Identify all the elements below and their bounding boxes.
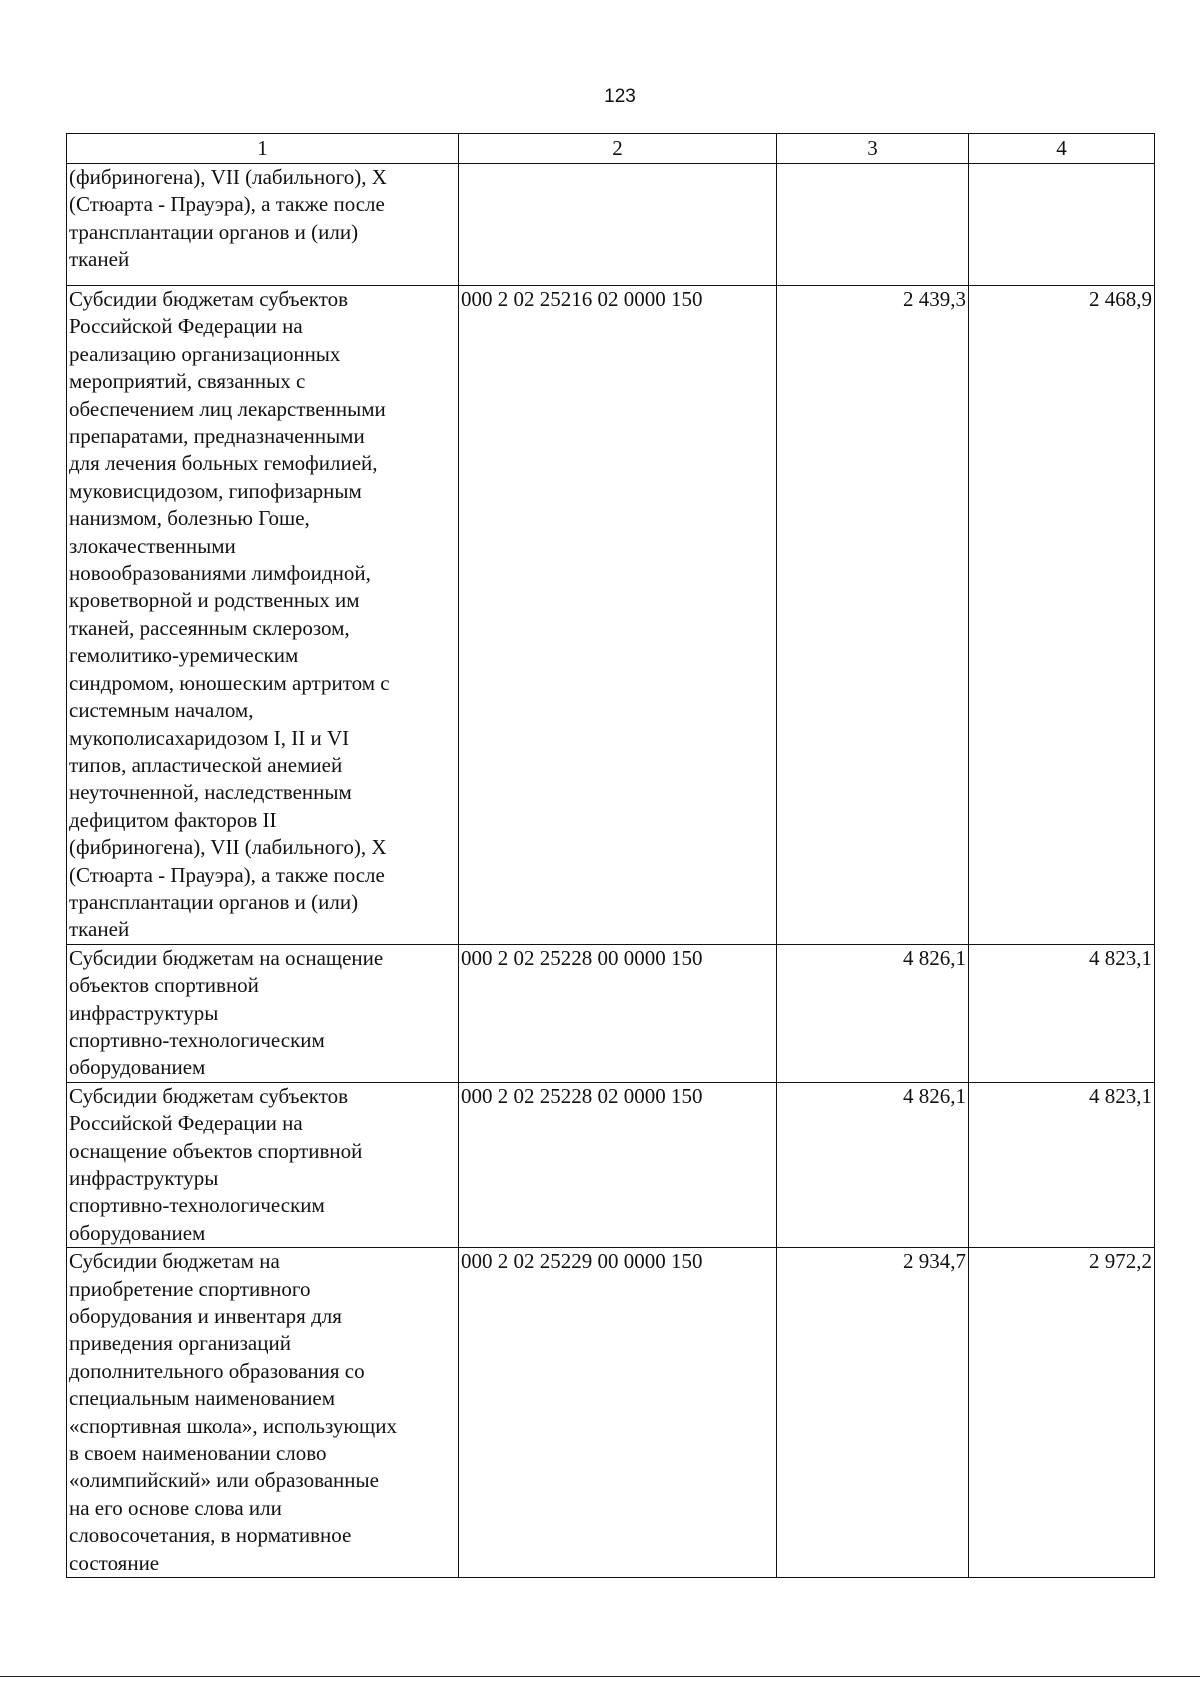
row-name: Субсидии бюджетам на приобретение спортивного оборудования и инвентаря для приведения организаций дополнительного образования со специальным наименованием «спортивная школа», использующих в своем наименовании слово «олимпийский» или образованные на его основе слова или словосочетания, в нормативное состояние: [67, 1248, 459, 1578]
header-col-3: 3: [777, 134, 969, 164]
row-code: 000 2 02 25216 02 0000 150: [459, 286, 777, 945]
row-value-4: 4 823,1: [969, 1082, 1155, 1247]
header-col-1: 1: [67, 134, 459, 164]
row-name: Субсидии бюджетам на оснащение объектов спортивной инфраструктуры спортивно-технологическим оборудованием: [67, 944, 459, 1082]
row-name: (фибриногена), VII (лабильного), X (Стюарта - Прауэра), а также после трансплантации органов и (или) тканей: [67, 164, 459, 286]
header-col-2: 2: [459, 134, 777, 164]
row-name: Субсидии бюджетам субъектов Российской Федерации на реализацию организационных мероприятий, связанных с обеспечением лиц лекарственными препаратами, предназначенными для лечения больных гемофилией, муковисцидозом, гипофизарным нанизмом, болезнью Гоше, злокачественными новообразованиями лимфоидной, кроветворной и родственных им тканей, рассеянным склерозом, гемолитико-уремическим синдромом, юношеским артритом с системным началом, мукополисахаридозом I, II и VI типов, апластической анемией неуточненной, наследственным дефицитом факторов II (фибриногена), VII (лабильного), X (Стюарта - Прауэра), а также после трансплантации органов и (или) тканей: [67, 286, 459, 945]
table-body: [67, 164, 1155, 1578]
table-row: [67, 944, 1155, 1082]
budget-table: [66, 133, 1155, 1578]
table-row: [67, 1248, 1155, 1578]
row-name: Субсидии бюджетам субъектов Российской Федерации на оснащение объектов спортивной инфраструктуры спортивно-технологическим оборудованием: [67, 1082, 459, 1247]
row-code: 000 2 02 25229 00 0000 150: [459, 1248, 777, 1578]
page-number: 123: [604, 86, 636, 107]
header-row: [67, 134, 1155, 164]
row-value-3: [777, 164, 969, 286]
row-code: [459, 164, 777, 286]
table-header: [67, 134, 1155, 164]
row-value-4: 4 823,1: [969, 944, 1155, 1082]
row-value-3: 2 439,3: [777, 286, 969, 945]
row-value-4: 2 972,2: [969, 1248, 1155, 1578]
row-value-3: 4 826,1: [777, 944, 969, 1082]
table-row: [67, 1082, 1155, 1247]
table-row: [67, 164, 1155, 286]
table-row: [67, 286, 1155, 945]
row-code: 000 2 02 25228 02 0000 150: [459, 1082, 777, 1247]
header-col-4: 4: [969, 134, 1155, 164]
row-code: 000 2 02 25228 00 0000 150: [459, 944, 777, 1082]
row-value-3: 2 934,7: [777, 1248, 969, 1578]
page-bottom-rule: [0, 1676, 1200, 1677]
row-value-4: 2 468,9: [969, 286, 1155, 945]
row-value-4: [969, 164, 1155, 286]
row-value-3: 4 826,1: [777, 1082, 969, 1247]
